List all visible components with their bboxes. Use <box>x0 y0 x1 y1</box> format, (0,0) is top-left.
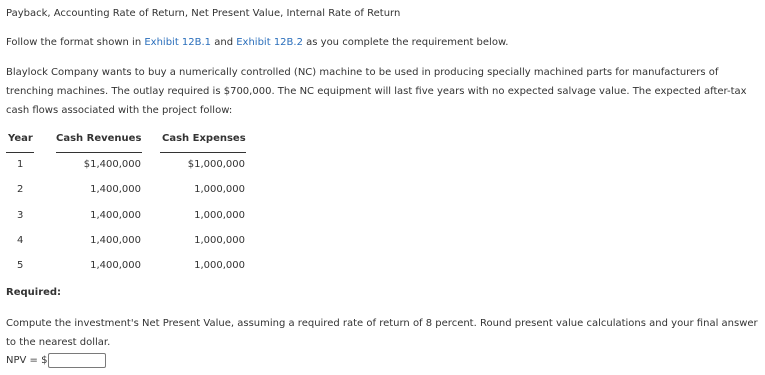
cell-cash-revenues: 1,400,000 <box>90 260 141 271</box>
page-title: Payback, Accounting Rate of Return, Net Present Value, Internal Rate of Return <box>6 8 401 19</box>
cell-cash-revenues: 1,400,000 <box>90 210 141 221</box>
exhibit-12b1-link[interactable]: Exhibit 12B.1 <box>144 37 212 48</box>
cell-cash-expenses: $1,000,000 <box>187 159 245 170</box>
table-row <box>0 210 260 224</box>
table-header-rule <box>56 152 142 153</box>
instructions-text: Follow the format shown in <box>6 37 145 48</box>
header-year: Year <box>8 133 33 144</box>
table-row <box>0 159 260 173</box>
cell-year: 3 <box>17 210 24 221</box>
table-row <box>0 260 260 274</box>
instructions-text: and <box>211 37 237 48</box>
table-header-rule <box>160 152 246 153</box>
cell-cash-expenses: 1,000,000 <box>194 184 245 195</box>
cell-cash-expenses: 1,000,000 <box>194 260 245 271</box>
cell-cash-expenses: 1,000,000 <box>194 235 245 246</box>
problem-description: Blaylock Company wants to buy a numerically controlled (NC) machine to be used in producing specially machined parts for manufacturers of trenching machines. The outlay required is $700,000. The NC equipment will last five years with no expected salvage value. The expected after-tax cash flows associated with the project follow: <box>6 67 747 116</box>
table-header-rule <box>6 152 34 153</box>
table-row <box>0 184 260 198</box>
instructions-text: as you complete the requirement below. <box>302 37 509 48</box>
required-text: Compute the investment's Net Present Value, assuming a required rate of return of 8 percent. Round present value calculations and your final answer to the nearest dollar. <box>6 318 758 348</box>
cell-year: 5 <box>17 260 24 271</box>
table-row <box>0 235 260 249</box>
instructions <box>6 37 508 48</box>
npv-label: NPV = $ <box>6 355 48 366</box>
cell-cash-revenues: 1,400,000 <box>90 235 141 246</box>
cell-cash-revenues: $1,400,000 <box>83 159 141 170</box>
exhibit-12b2-link[interactable]: Exhibit 12B.2 <box>236 37 303 48</box>
npv-input[interactable] <box>48 353 106 368</box>
cell-year: 2 <box>17 184 24 195</box>
cell-cash-revenues: 1,400,000 <box>90 184 141 195</box>
required-heading: Required: <box>6 287 62 298</box>
header-cash-revenues: Cash Revenues <box>56 133 142 144</box>
cell-year: 1 <box>17 159 24 170</box>
header-cash-expenses: Cash Expenses <box>162 133 246 144</box>
cell-year: 4 <box>17 235 24 246</box>
cell-cash-expenses: 1,000,000 <box>194 210 245 221</box>
